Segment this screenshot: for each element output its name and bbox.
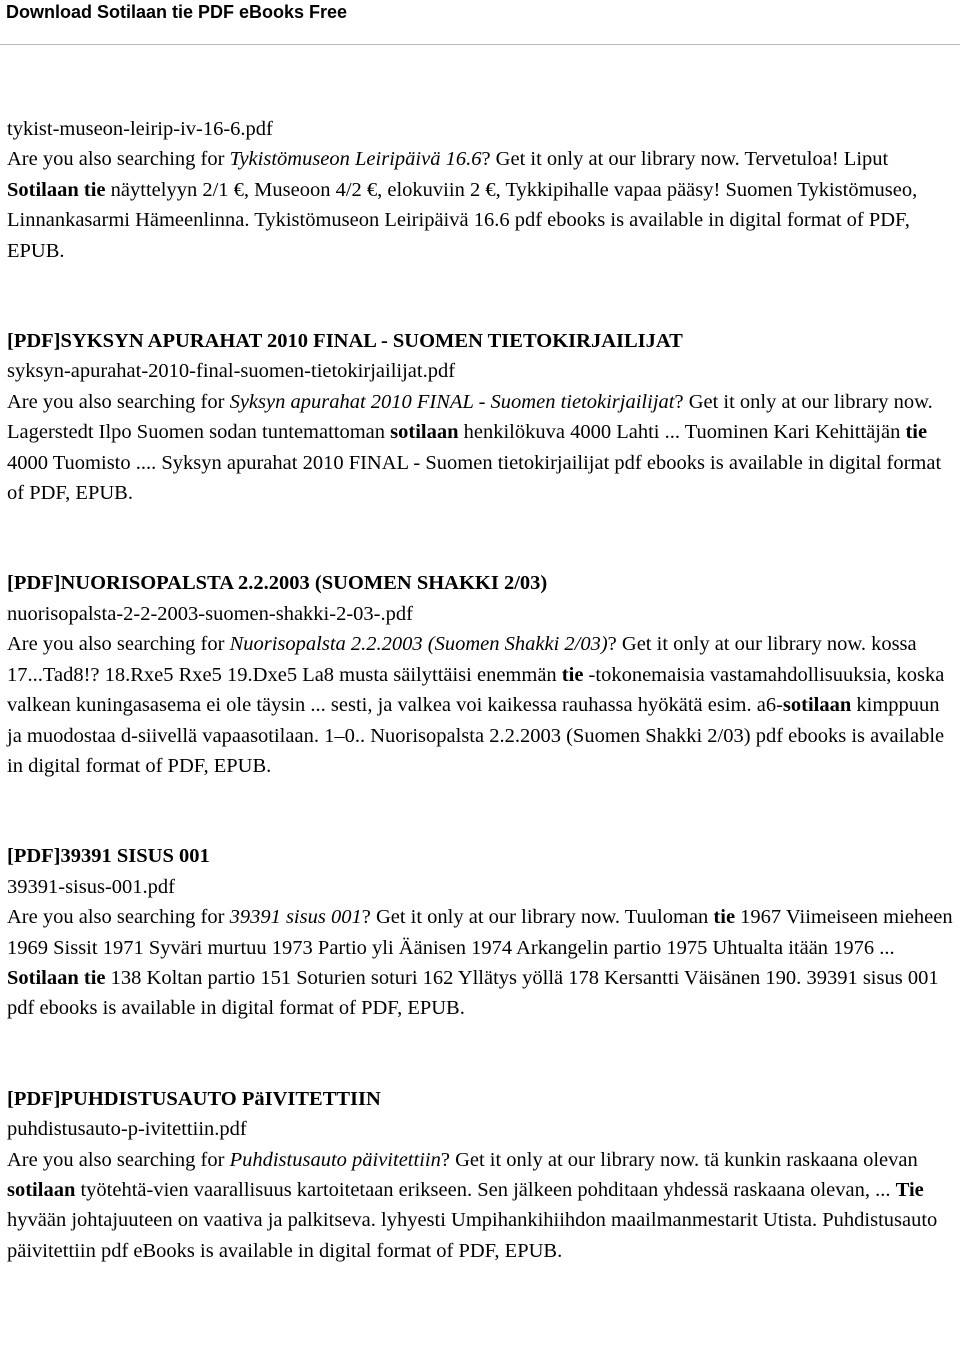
search-prefix: Are you also searching for: [7, 906, 230, 929]
search-query: Puhdistusauto päivitettiin: [229, 1148, 441, 1171]
excerpt-text: työtehtä-vien vaarallisuus kartoitetaan erikseen. Sen jälkeen pohditaan yhdessä raskaana olevan, ...: [75, 1178, 896, 1201]
result-item: [7, 114, 953, 266]
result-title[interactable]: [PDF]39391 SISUS 001: [7, 845, 210, 868]
keyword-highlight: sotilaan: [390, 421, 459, 444]
excerpt-text: 4000 Tuomisto ....: [7, 451, 157, 474]
keyword-highlight: sotilaan: [782, 694, 852, 717]
result-description: [7, 902, 953, 1024]
result-title[interactable]: [PDF]SYKSYN APURAHAT 2010 FINAL - SUOMEN TIETOKIRJAILIJAT: [7, 330, 683, 353]
search-prefix: Are you also searching for: [7, 633, 230, 656]
search-query: 39391 sisus 001: [229, 906, 362, 929]
excerpt-text: kossa 17...Tad8!? 18.Rxe5 Rxe5 19.Dxe5 La8 musta säilyttäisi enemmän: [7, 633, 917, 686]
result-item: [7, 326, 953, 508]
result-item: [7, 1084, 953, 1266]
result-title[interactable]: [PDF]PUHDISTUSAUTO PäIVITETTIIN: [7, 1087, 381, 1110]
excerpt-text: kimppuun ja muodostaa d-siivellä vapaasotilaan. 1–0..: [7, 694, 940, 747]
header-divider: [0, 44, 960, 45]
availability-text: 39391 sisus 001 pdf ebooks is available in digital format of PDF, EPUB.: [7, 966, 939, 1020]
search-suffix: ? Get it only at our library now.: [361, 906, 620, 929]
availability-text: Nuorisopalsta 2.2.2003 (Suomen Shakki 2/03) pdf ebooks is available in digital format of PDF, EPUB.: [7, 724, 945, 777]
search-prefix: Are you also searching for: [7, 148, 230, 171]
search-suffix: ? Get it only at our library now.: [607, 633, 866, 656]
availability-text: Syksyn apurahat 2010 FINAL - Suomen tietokirjailijat pdf ebooks is available in digital format of PDF, EPUB.: [7, 451, 942, 505]
keyword-highlight: Sotilaan tie: [7, 178, 106, 201]
excerpt-text: näyttelyyn 2/1 €, Museoon 4/2 €, elokuviin 2 €, Tykkipihalle vapaa pääsy! Suomen Tykistömuseo, Linnankasarmi Hämeenlinna.: [7, 178, 918, 232]
keyword-highlight: sotilaan: [7, 1178, 76, 1201]
availability-text: Puhdistusauto päivitettiin pdf eBooks is available in digital format of PDF, EPUB.: [7, 1209, 938, 1262]
result-filename: puhdistusauto-p-ivitettiin.pdf: [7, 1118, 247, 1141]
result-description: [7, 144, 953, 266]
search-prefix: Are you also searching for: [7, 1148, 230, 1171]
search-query: Syksyn apurahat 2010 FINAL - Suomen tietokirjailijat: [229, 390, 675, 413]
result-title[interactable]: [PDF]NUORISOPALSTA 2.2.2003 (SUOMEN SHAKKI 2/03): [7, 572, 548, 595]
excerpt-text: Lagerstedt Ilpo Suomen sodan tuntemattoman: [7, 421, 391, 444]
excerpt-text: Tuuloman: [620, 906, 714, 929]
excerpt-text: -tokonemaisia vastamahdollisuuksia, koska valkean kuningasasema ei ole täysin ... sesti, ja valkea voi kaikessa rauhassa hyökätä esim. a6-: [7, 663, 945, 717]
result-description: [7, 387, 953, 509]
excerpt-text: 1967 Viimeiseen mieheen 1969 Sissit 1971 Syväri murtuu 1973 Partio yli Äänisen 1974 Arkangelin partio 1975 Uhtualta itään 1976 ...: [7, 906, 953, 959]
excerpt-text: tä kunkin raskaana olevan: [699, 1148, 918, 1171]
keyword-highlight: Sotilaan tie: [7, 966, 106, 989]
keyword-highlight: tie: [713, 906, 736, 929]
search-suffix: ? Get it only at our library now.: [440, 1148, 700, 1171]
excerpt-text: 138 Koltan partio 151 Soturien soturi 162 Yllätys yöllä 178 Kersantti Väisänen 190.: [105, 966, 802, 989]
keyword-highlight: tie: [905, 421, 928, 444]
excerpt-text: hyvään johtajuuteen on vaativa ja palkitseva. lyhyesti Umpihankihiihdon maailmanmestarit Utista.: [7, 1209, 818, 1232]
search-suffix: ? Get it only at our library now.: [481, 148, 740, 171]
excerpt-text: Tervetuloa! Liput: [739, 148, 889, 171]
search-prefix: Are you also searching for: [7, 390, 230, 413]
result-item: [7, 568, 953, 781]
keyword-highlight: tie: [561, 663, 584, 686]
results-list: [7, 114, 953, 1266]
result-filename: 39391-sisus-001.pdf: [7, 875, 175, 898]
result-description: [7, 629, 953, 781]
result-filename: nuorisopalsta-2-2-2003-suomen-shakki-2-03-.pdf: [7, 602, 413, 625]
page-title: Download Sotilaan tie PDF eBooks Free: [6, 2, 348, 22]
search-query: Nuorisopalsta 2.2.2003 (Suomen Shakki 2/03): [229, 633, 608, 656]
search-suffix: ? Get it only at our library now.: [674, 390, 933, 413]
result-description: [7, 1145, 953, 1267]
excerpt-text: henkilökuva 4000 Lahti ... Tuominen Kari Kehittäjän: [458, 421, 906, 444]
availability-text: Tykistömuseon Leiripäivä 16.6 pdf ebooks is available in digital format of PDF, EPUB.: [7, 209, 910, 262]
search-query: Tykistömuseon Leiripäivä 16.6: [229, 148, 482, 171]
result-filename: syksyn-apurahat-2010-final-suomen-tietokirjailijat.pdf: [7, 360, 456, 383]
keyword-highlight: Tie: [895, 1178, 924, 1201]
result-filename: tykist-museon-leirip-iv-16-6.pdf: [7, 118, 273, 140]
result-item: [7, 841, 953, 1023]
